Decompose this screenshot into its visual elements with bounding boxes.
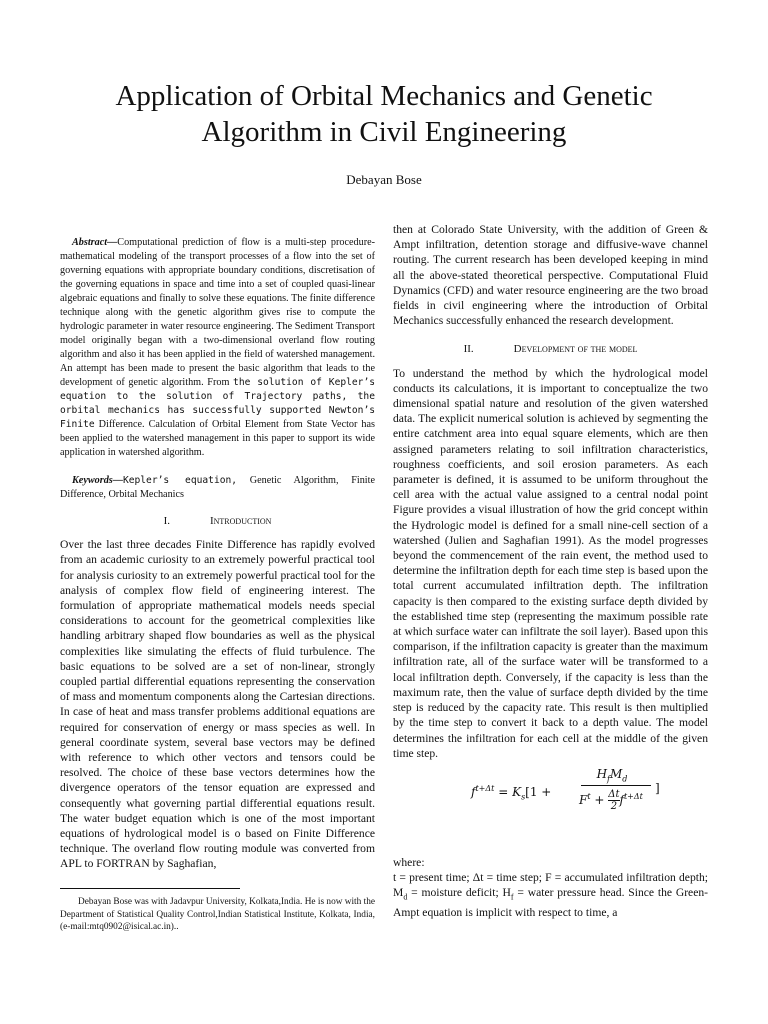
abstract-label: Abstract [72, 237, 108, 248]
section-number: I. [163, 515, 170, 527]
eq-denominator: $F^t$ + $\frac{\Delta t}{2}$ $f^{t+\Delta t}$ [579, 788, 643, 812]
keywords-dash: — [112, 475, 123, 486]
keywords-text: Genetic Algorithm, Finite Difference, Orbital Mechanics [60, 475, 375, 500]
development-body: To understand the method by which the hydrological model conducts its calculations, it is important to conceptualize the two dimensional spatial nature and resolution of the given watershed data. The explicit numerical solution is achieved by segmenting the entire catchment area into equal square elements, which are then assigned parameters relating to soil infiltration characteristics, roughness coefficients, and soil erosion parameters. As each parameter is defined, it is assumed to be uniform throughout the cell area with the actual value assigned to a central nodal point Figure provides a visual illustration of how the grid concept within the Hydrologic model is defined for a small nine-cell section of a watershed (Julien and Saghafian 1991). As the model progresses beyond the commencement of the rain event, the method used to determine the infiltration depth for each time step is based upon the total current accumulated infiltration depth. The infiltration capacity is then compared to the existing surface depth divided by the established time step (representing the maximum possible rate at which surface water can infiltrate the soil layer). Based upon this comparison, if the infiltration capacity is greater than the maximum infiltration rate, all of the surface water will be transformed to a local infiltration depth. Conversely, if the capacity is less than the maximum rate, then the value of surface depth divided by the time step is reduced by the capacity rate. This result is then multiplied by the time step to convert it back to a depth value. The model determines the infiltration for each cell at the middle of the given time step. [393, 366, 708, 760]
where-definitions: t = present time; Δt = time step; F = accumulated infiltration depth; $M_d$ = moisture deficit; $H_f$ = water pressure head. Since the Green-Ampt equation is implicit with respect to time, a [393, 871, 709, 919]
author-name: Debayan Bose [346, 172, 422, 187]
paper-title: Application of Orbital Mechanics and Genetic Algorithm in Civil Engineering [115, 80, 653, 148]
eq-numerator: $H_fM_d$ [596, 766, 628, 784]
introduction-continued: then at Colorado State University, with the addition of Green & Ampt infiltration, detention storage and diffusive-wave channel routing. The current research has been developed keeping in mind all the above-stated theoretical perspective. Computational Fluid Dynamics (CFD) and water resource engineering are the two broad fields in civil engineering where the introduction of Orbital Mechanics successfully enhanced the research development. [393, 223, 708, 328]
where-label: where: [393, 855, 425, 869]
green-ampt-equation [393, 767, 708, 815]
section-number: II. [463, 343, 474, 356]
eq-lhs: $f^{t+\Delta t} = K_s[1$ + [471, 783, 552, 802]
author-footnote: Debayan Bose was with Jadavpur University, Kolkata,India. He is now with the Department of Statistical Quality Control,Indian Statistical Institute, Kolkata, India, (e-mail:mtq0902@isical.ac.in).. [60, 897, 375, 932]
keywords [60, 474, 375, 502]
footnote-rule [60, 888, 240, 889]
abstract-dash: — [107, 237, 118, 248]
section-title: Development of the model [513, 343, 638, 356]
keywords-label: Keywords [72, 475, 113, 486]
keywords-mono: Kepler’s equation, [122, 475, 238, 486]
introduction-body: Over the last three decades Finite Difference has rapidly evolved from an academic curiosity to an extremely powerful practical tool for analysis curiosity to an extremely powerful practical tool for the analysis of complex flow field of engineering interest. The formulation of appropriate mathematical models needs special considerations to account for the geometrical complexities like handling arbitrary shaped flow boundaries as well as the physical complexities like simulating the effects of fluid turbulence. The basic equations to be solved are a set of non-linear, strongly coupled partial differential equations representing the conservation of mass and momentum components along the Cartesian directions. In case of heat and mass transfer problems additional equations are required for conservation of energy or mass species as well. In general coordinate system, several base vectors may be defined with reference to which other vectors and tensors could be resolved. The choice of these base vectors determines how the divergence operators of the tensor equation are expressed and consequently what governing partial differential equations result. The water budget equation which is one of the most important equations of hydrological model is o based on Finite Difference technique. The overland flow routing module was converted from APL to FORTRAN by Saghafian, [60, 538, 375, 871]
abstract-text-a: Computational prediction of flow is a multi-step procedure-mathematical modeling of the transport processes of a flow into the set of governing equations with appropriate boundary conditions, discretisation of the governing equations in space and time into a set of coupled quasi-linear algebraic equations and finally to solve these equations. The finite difference technique along with the genetic algorithm gives rise to compute the hydrologic parameter in water resource engineering. The Sediment Transport model originally began with a two-dimensional overland flow routing algorithm and also it has been applied in the field of watershed management. An attempt has been made to present the basic algorithm that leads to the development of genetic algorithm. From [60, 237, 375, 388]
abstract-text-mono: the solution of Kepler’s equation to the solution of Trajectory paths, the orbital mechanics has successfully supported Newton’s Finite [60, 377, 375, 430]
section-heading-development [393, 342, 708, 357]
section-heading-introduction [60, 514, 375, 529]
eq-close: ] [655, 780, 660, 795]
section-title: Introduction [209, 515, 272, 527]
eq-fraction-bar [581, 785, 651, 786]
abstract-text-b: Difference. Calculation of Orbital Element from State Vector has been applied to the watershed management in this paper to support its wide application in watershed algorithm. [60, 419, 375, 458]
left-column [60, 236, 375, 872]
abstract [60, 236, 375, 460]
right-column [393, 222, 708, 920]
